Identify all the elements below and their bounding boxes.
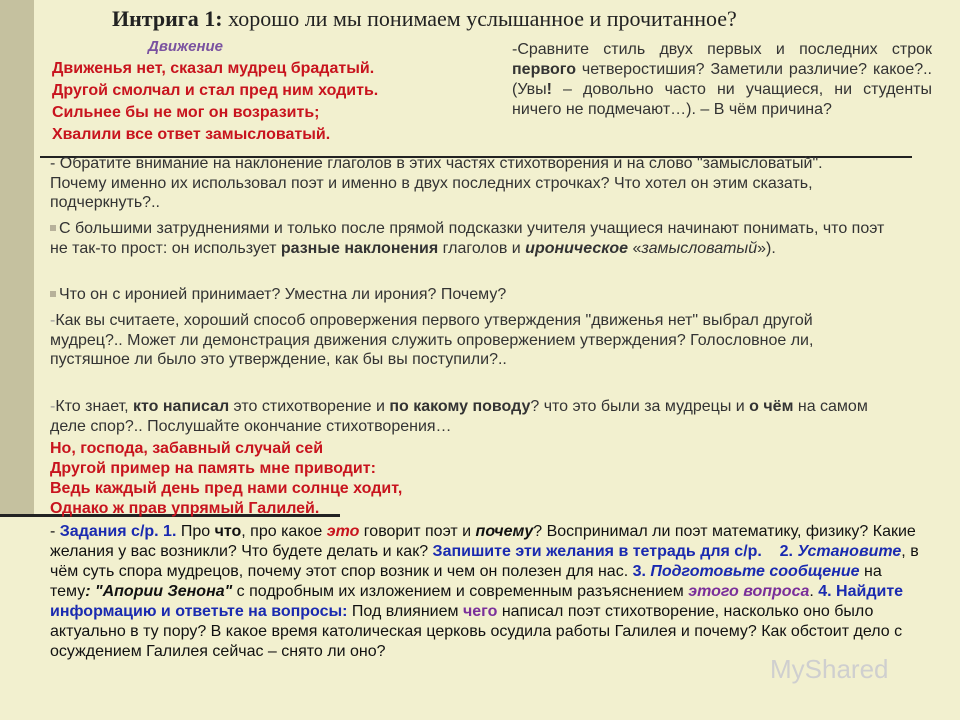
subtitle: Движение (148, 38, 224, 55)
tasks-block: - Задания с/р. 1. Про что, про какое это говорит поэт и почему? Воспринимал ли поэт математику, физику? Какие желания у вас возникли? Что будете делать и как? Запишите эти желания в тетрадь для с/р. 2. Установите, в чём суть спора мудрецов, почему этот спор возник и чем он полезен для нас. 3. Подготовьте сообщение на тему: "Апории Зенона" с подробным их изложением и современным разъяснением этого вопроса. 4. Найдите информацию и ответьте на вопросы: Под влиянием чего написал поэт стихотворение, насколько оно было актуально в ту пору? В какое время католическая церковь осудила работы Галилея и почему? Как обстоит дело с осуждением Галилея сейчас – снято ли оно? (50, 523, 919, 660)
poem-first-stanza (52, 58, 378, 146)
poem-line: Другой смолчал и стал пред ним ходить. (52, 82, 379, 99)
poem-line: Но, господа, забавный случай сей (50, 440, 324, 457)
right-question: -Сравните стиль двух первых и последних строк первого четверостишия? Заметили различие? какое?.. (Увы! – довольно часто ни учащиеся, ни студенты ничего не подмечают…). – В чём причина? (512, 41, 932, 118)
dash-bullet-icon: - (50, 398, 56, 415)
paragraph-teacher-hint: С большими затруднениями и только после прямой подсказки учителя учащиеся начинают понимать, что поэт не так-то прост: он использует разные наклонения глаголов и ироническое «замысловатый»). (50, 220, 885, 257)
paragraph-verb-mood: - Обратите внимание на наклонение глаголов в этих частях стихотворения и на слово "замысловатый". Почему именно их использовал поэт и именно в двух последних строчках? Что хотел он этим сказать, подчеркнуть?.. (50, 155, 823, 211)
poem-line: Ведь каждый день пред нами солнце ходит, (50, 480, 403, 497)
page-title: Интрига 1: хорошо ли мы понимаем услышанное и прочитанное? (112, 6, 737, 31)
paragraph-author: -Кто знает, кто написал это стихотворение и по какому поводу? что это были за мудрецы и о чём на самом деле спор?.. Послушайте окончание стихотворения… (50, 398, 868, 435)
bullet-icon (50, 225, 56, 231)
poem-line: Движенья нет, сказал мудрец брадатый. (52, 60, 375, 77)
left-sidebar-bar (0, 0, 34, 516)
paragraph-irony-question: Что он с иронией принимает? Уместна ли ирония? Почему? (50, 285, 890, 305)
dash-bullet-icon: - (50, 312, 56, 329)
poem-line: Однако ж прав упрямый Галилей. (50, 500, 320, 517)
paragraph-refutation: -Как вы считаете, хороший способ опровержения первого утверждения "движенья нет" выбрал другой мудрец?.. Может ли демонстрация движения служить опровержением утверждения? Голословное ли, пустяшное ли было это утверждение, как бы вы поступили?.. (50, 312, 814, 368)
poem-line: Сильнее бы не мог он возразить; (52, 104, 320, 121)
poem-line: Другой пример на память мне приводит: (50, 460, 376, 477)
bullet-icon (50, 291, 56, 297)
watermark: MyShared (770, 654, 889, 684)
poem-second-stanza (50, 439, 402, 519)
poem-line: Хвалили все ответ замысловатый. (52, 126, 331, 143)
